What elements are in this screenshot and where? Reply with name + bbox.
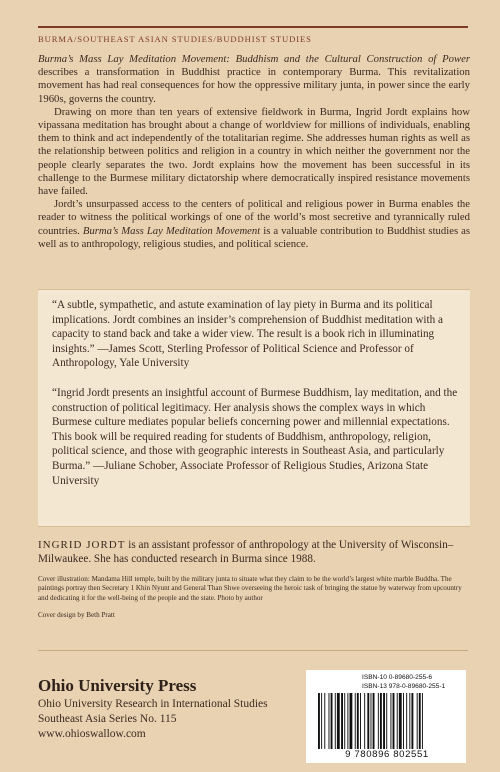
description-p3-start: Jordt’s unsurpassed access to the centers of political and religious power in Burma enables the reader to witness the political workings of one of the world’s most secretive and tyrannically ruled countries. bbox=[38, 198, 470, 237]
book-title-italic-2: Burma’s Mass Lay Meditation Movement bbox=[82, 224, 261, 237]
publisher-website: www.ohioswallow.com bbox=[38, 728, 146, 740]
publisher-series-number: Southeast Asia Series No. 115 bbox=[38, 713, 177, 725]
barcode-icon bbox=[316, 693, 458, 749]
description-paragraph-3 bbox=[38, 198, 470, 251]
author-bio-text: is an assistant professor of anthropology at the University of Wisconsin–Milwaukee. She has conducted research in Burma since 1988. bbox=[38, 539, 454, 566]
top-rule bbox=[38, 26, 468, 28]
book-title-italic: Burma’s Mass Lay Meditation Movement: Buddhism and the Cultural Construction of Power bbox=[38, 53, 470, 65]
description-paragraph-2: Drawing on more than ten years of extensive fieldwork in Burma, Ingrid Jordt explains how vipassana meditation has brought about a change of worldview for millions of individuals, enabling them to think and act independently of the totalitarian regime. She addresses human rights as well as the relationship between politics and religion in a country in which neither the government nor the people clearly separates the two. Jordt explains how the movement has been successful in its challenge to the Burmese military dictatorship where democratically inspired resistance movements have failed. bbox=[38, 105, 470, 198]
author-bio bbox=[38, 538, 470, 567]
isbn-barcode-box bbox=[306, 670, 466, 763]
publisher-name: Ohio University Press bbox=[38, 676, 197, 695]
description-p3-end: is a valuable contribution to Buddhist studies as well as to anthropology, religious studies, and political science. bbox=[38, 224, 470, 250]
isbn-numbers bbox=[362, 674, 462, 691]
blurb-quote-2 bbox=[52, 386, 460, 488]
publisher-block bbox=[38, 676, 268, 741]
cover-illustration-credit: Cover illustration: Mandama Hill temple, built by the military junta to situate what they claim to be the world’s largest white marble Buddha. The paintings portray then Secretary 1 Khin Nyunt and General Than Shwe overseeing the heroic task of bringing the statue by waterway from upcountry and dedicating it for the well-being of the people and the state. Photo by author bbox=[38, 575, 462, 602]
blurb-quote-1 bbox=[52, 298, 460, 371]
blurb-quote-2-text: “Ingrid Jordt presents an insightful account of Burmese Buddhism, lay meditation, and the construction of political legitimacy. Her analysis shows the complex ways in which Burmese culture mediates popular beliefs concerning power and millennial expectations. This book will be required reading for students of Buddhism, anthropology, religion, political science, and those with geographic interests in Southeast Asia, and particularly Burma.” —Juliane Schober, Associate Professor of Religious Studies, Arizona State University bbox=[52, 387, 458, 487]
publisher-series: Ohio University Research in International Studies bbox=[38, 698, 268, 710]
divider bbox=[38, 650, 468, 651]
barcode-number: 9 780896 802551 bbox=[345, 749, 429, 760]
description bbox=[38, 53, 470, 251]
isbn-10: ISBN-10 0-89680-255-6 bbox=[362, 674, 433, 681]
description-paragraph-1 bbox=[38, 53, 470, 106]
cover-design-credit: Cover design by Beth Pratt bbox=[38, 610, 115, 619]
category-line: BURMA/SOUTHEAST ASIAN STUDIES/BUDDHIST STUDIES bbox=[38, 34, 312, 44]
blurb-box bbox=[38, 289, 470, 527]
description-p1-text: describes a transformation in Buddhist practice in contemporary Burma. This revitalization movement has had real consequences for how the oppressive military junta, in power since the early 1960s, governs the country. bbox=[38, 66, 470, 105]
author-name: INGRID JORDT bbox=[38, 539, 126, 551]
isbn-13: ISBN-13 978-0-89680-255-1 bbox=[362, 682, 446, 690]
cover-credits bbox=[38, 575, 470, 620]
blurb-quote-1-text: “A subtle, sympathetic, and astute examination of lay piety in Burma and its political implications. Jordt combines an insider’s comprehension of Buddhist meditation with a capacity to stand back and take a wider view. The result is a book rich in illuminating insights.” —James Scott, Sterling Professor of Political Science and Professor of Anthropology, Yale University bbox=[52, 299, 443, 370]
